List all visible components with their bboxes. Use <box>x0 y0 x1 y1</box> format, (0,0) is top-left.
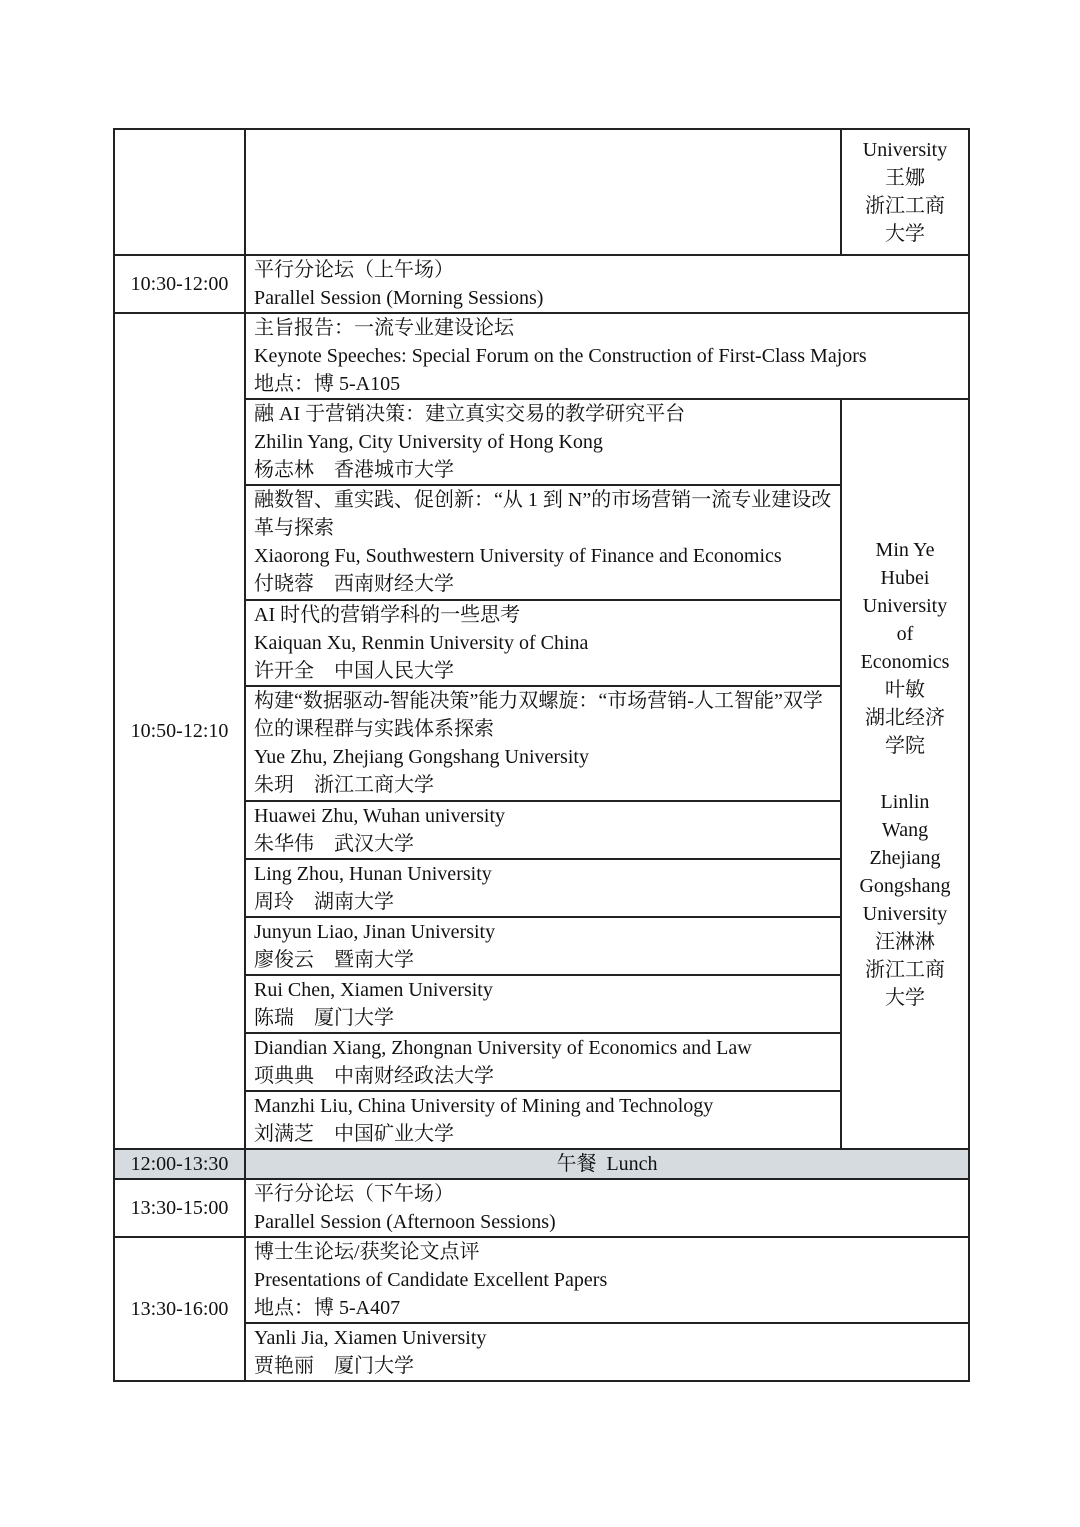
speaker-cn-name: 朱华伟 <box>254 833 314 855</box>
phd-time-cell: 13:30-16:00 <box>114 1237 245 1381</box>
chair-line: 浙江工商 <box>865 959 945 981</box>
schedule-table <box>113 128 970 1382</box>
talk-speaker: Manzhi Liu, China University of Mining and Technology <box>254 1095 714 1117</box>
speaker-cn-affil: 厦门大学 <box>334 1355 414 1377</box>
talk-speaker: Xiaorong Fu, Southwestern University of Finance and Economics <box>254 545 782 567</box>
talk-speaker-cn <box>254 657 832 685</box>
talk-title: AI 时代的营销学科的一些思考 <box>254 604 521 626</box>
phd-venue: 地点：博 5-A407 <box>254 1297 401 1319</box>
talk-speaker: Diandian Xiang, Zhongnan University of Economics and Law <box>254 1037 752 1059</box>
speaker-cn-affil: 暨南大学 <box>334 949 414 971</box>
talk-title: 构建“数据驱动-智能决策”能力双螺旋：“市场营销-人工智能”双学位的课程群与实践体系探索 <box>254 690 823 740</box>
talk-cell <box>245 1033 841 1091</box>
empty-time-cell <box>114 129 245 255</box>
talk-cell <box>245 485 841 600</box>
top-chair-line: 大学 <box>885 223 925 245</box>
chair-line: 学院 <box>885 735 925 757</box>
chair-line: 叶敏 <box>885 679 925 701</box>
session-title-en: Parallel Session (Afternoon Sessions) <box>254 1211 556 1233</box>
talk-cell <box>245 399 841 485</box>
chair-gap <box>846 760 964 788</box>
talk-speaker: Kaiquan Xu, Renmin University of China <box>254 632 589 654</box>
top-chair-line: University <box>862 139 948 161</box>
speaker-cn-affil: 中国人民大学 <box>334 660 454 682</box>
talk-speaker: Ling Zhou, Hunan University <box>254 863 492 885</box>
chair-line: of <box>896 623 914 645</box>
talk-speaker: Junyun Liao, Jinan University <box>254 921 496 943</box>
speaker-cn-name: 朱玥 <box>254 774 294 796</box>
talk-cell <box>245 600 841 686</box>
speaker-cn-affil: 浙江工商大学 <box>314 774 434 796</box>
talk-speaker: Huawei Zhu, Wuhan university <box>254 805 505 827</box>
top-chair-line: 浙江工商 <box>865 195 945 217</box>
continuation-row <box>114 129 969 255</box>
top-chair-cell <box>841 129 969 255</box>
speaker-cn-affil: 武汉大学 <box>334 833 414 855</box>
time-cell: 13:30-15:00 <box>114 1179 245 1237</box>
keynote-title-en: Keynote Speeches: Special Forum on the Construction of First-Class Majors <box>254 345 867 367</box>
afternoon-parallel-cell <box>245 1179 969 1237</box>
chair-line: University <box>862 903 948 925</box>
talk-speaker-cn <box>254 946 832 974</box>
phd-speaker-cell <box>245 1323 969 1381</box>
speaker-cn-affil: 西南财经大学 <box>334 573 454 595</box>
chair-line: Economics <box>860 651 950 673</box>
morning-parallel-row <box>114 255 969 313</box>
talk-cell <box>245 1091 841 1149</box>
talk-speaker-cn <box>254 1120 832 1148</box>
speaker-cn-name: 刘满芝 <box>254 1123 314 1145</box>
session-title-en: Parallel Session (Morning Sessions) <box>254 287 544 309</box>
speaker-cn-name: 陈瑞 <box>254 1007 294 1029</box>
empty-item-cell <box>245 129 841 255</box>
keynote-time-cell: 10:50-12:10 <box>114 313 245 1149</box>
chair-line: Min Ye <box>875 539 935 561</box>
talk-speaker-cn <box>254 456 832 484</box>
talk-speaker-cn <box>254 771 832 799</box>
talk-speaker: Zhilin Yang, City University of Hong Kong <box>254 431 603 453</box>
speaker-cn-affil: 中国矿业大学 <box>334 1123 454 1145</box>
talk-cell <box>245 859 841 917</box>
chair-line: 大学 <box>885 987 925 1009</box>
top-chair-line: 王娜 <box>885 167 925 189</box>
speaker-cn-name: 杨志林 <box>254 459 314 481</box>
speaker-cn-affil: 香港城市大学 <box>334 459 454 481</box>
phd-header-row <box>114 1237 969 1323</box>
time-cell: 10:30-12:00 <box>114 255 245 313</box>
chair-line: Linlin <box>880 791 930 813</box>
chair-line: University <box>862 595 948 617</box>
phd-header-cell <box>245 1237 969 1323</box>
talk-cell <box>245 917 841 975</box>
keynote-header-cell <box>245 313 969 399</box>
talk-speaker-cn <box>254 830 832 858</box>
lunch-row <box>114 1149 969 1179</box>
speaker-cn-affil: 中南财经政法大学 <box>334 1065 494 1087</box>
session-title-cn: 平行分论坛（上午场） <box>254 259 454 281</box>
talk-cell <box>245 801 841 859</box>
talk-speaker-cn <box>254 1352 960 1380</box>
afternoon-parallel-row <box>114 1179 969 1237</box>
talk-title: 融数智、重实践、促创新：“从 1 到 N”的市场营销一流专业建设改革与探索 <box>254 489 832 539</box>
talk-speaker: Rui Chen, Xiamen University <box>254 979 493 1001</box>
speaker-cn-name: 付晓蓉 <box>254 573 314 595</box>
keynote-chair-cell <box>841 399 969 1149</box>
keynote-venue: 地点：博 5-A105 <box>254 373 401 395</box>
keynote-title-cn: 主旨报告：一流专业建设论坛 <box>254 317 514 339</box>
talk-speaker-cn <box>254 570 832 598</box>
phd-title-cn: 博士生论坛/获奖论文点评 <box>254 1241 480 1263</box>
speaker-cn-name: 贾艳丽 <box>254 1355 314 1377</box>
lunch-time-cell: 12:00-13:30 <box>114 1149 245 1179</box>
chair-line: Zhejiang <box>869 847 941 869</box>
keynote-header-row <box>114 313 969 399</box>
talk-cell <box>245 686 841 801</box>
lunch-label: 午餐 Lunch <box>245 1149 969 1179</box>
speaker-cn-affil: 厦门大学 <box>314 1007 394 1029</box>
morning-parallel-cell <box>245 255 969 313</box>
chair-line: 汪淋淋 <box>875 931 935 953</box>
talk-title: 融 AI 于营销决策：建立真实交易的教学研究平台 <box>254 403 686 425</box>
chair-line: Gongshang <box>859 875 951 897</box>
speaker-cn-name: 许开全 <box>254 660 314 682</box>
talk-speaker-cn <box>254 1062 832 1090</box>
speaker-cn-affil: 湖南大学 <box>314 891 394 913</box>
talk-speaker: Yue Zhu, Zhejiang Gongshang University <box>254 746 589 768</box>
talk-cell <box>245 975 841 1033</box>
talk-speaker-cn <box>254 1004 832 1032</box>
phd-title-en: Presentations of Candidate Excellent Papers <box>254 1269 608 1291</box>
chair-line: Wang <box>881 819 929 841</box>
chair-line: 湖北经济 <box>865 707 945 729</box>
session-title-cn: 平行分论坛（下午场） <box>254 1183 454 1205</box>
talk-speaker-cn <box>254 888 832 916</box>
speaker-cn-name: 周玲 <box>254 891 294 913</box>
talk-speaker: Yanli Jia, Xiamen University <box>254 1327 487 1349</box>
speaker-cn-name: 廖俊云 <box>254 949 314 971</box>
speaker-cn-name: 项典典 <box>254 1065 314 1087</box>
chair-line: Hubei <box>880 567 930 589</box>
